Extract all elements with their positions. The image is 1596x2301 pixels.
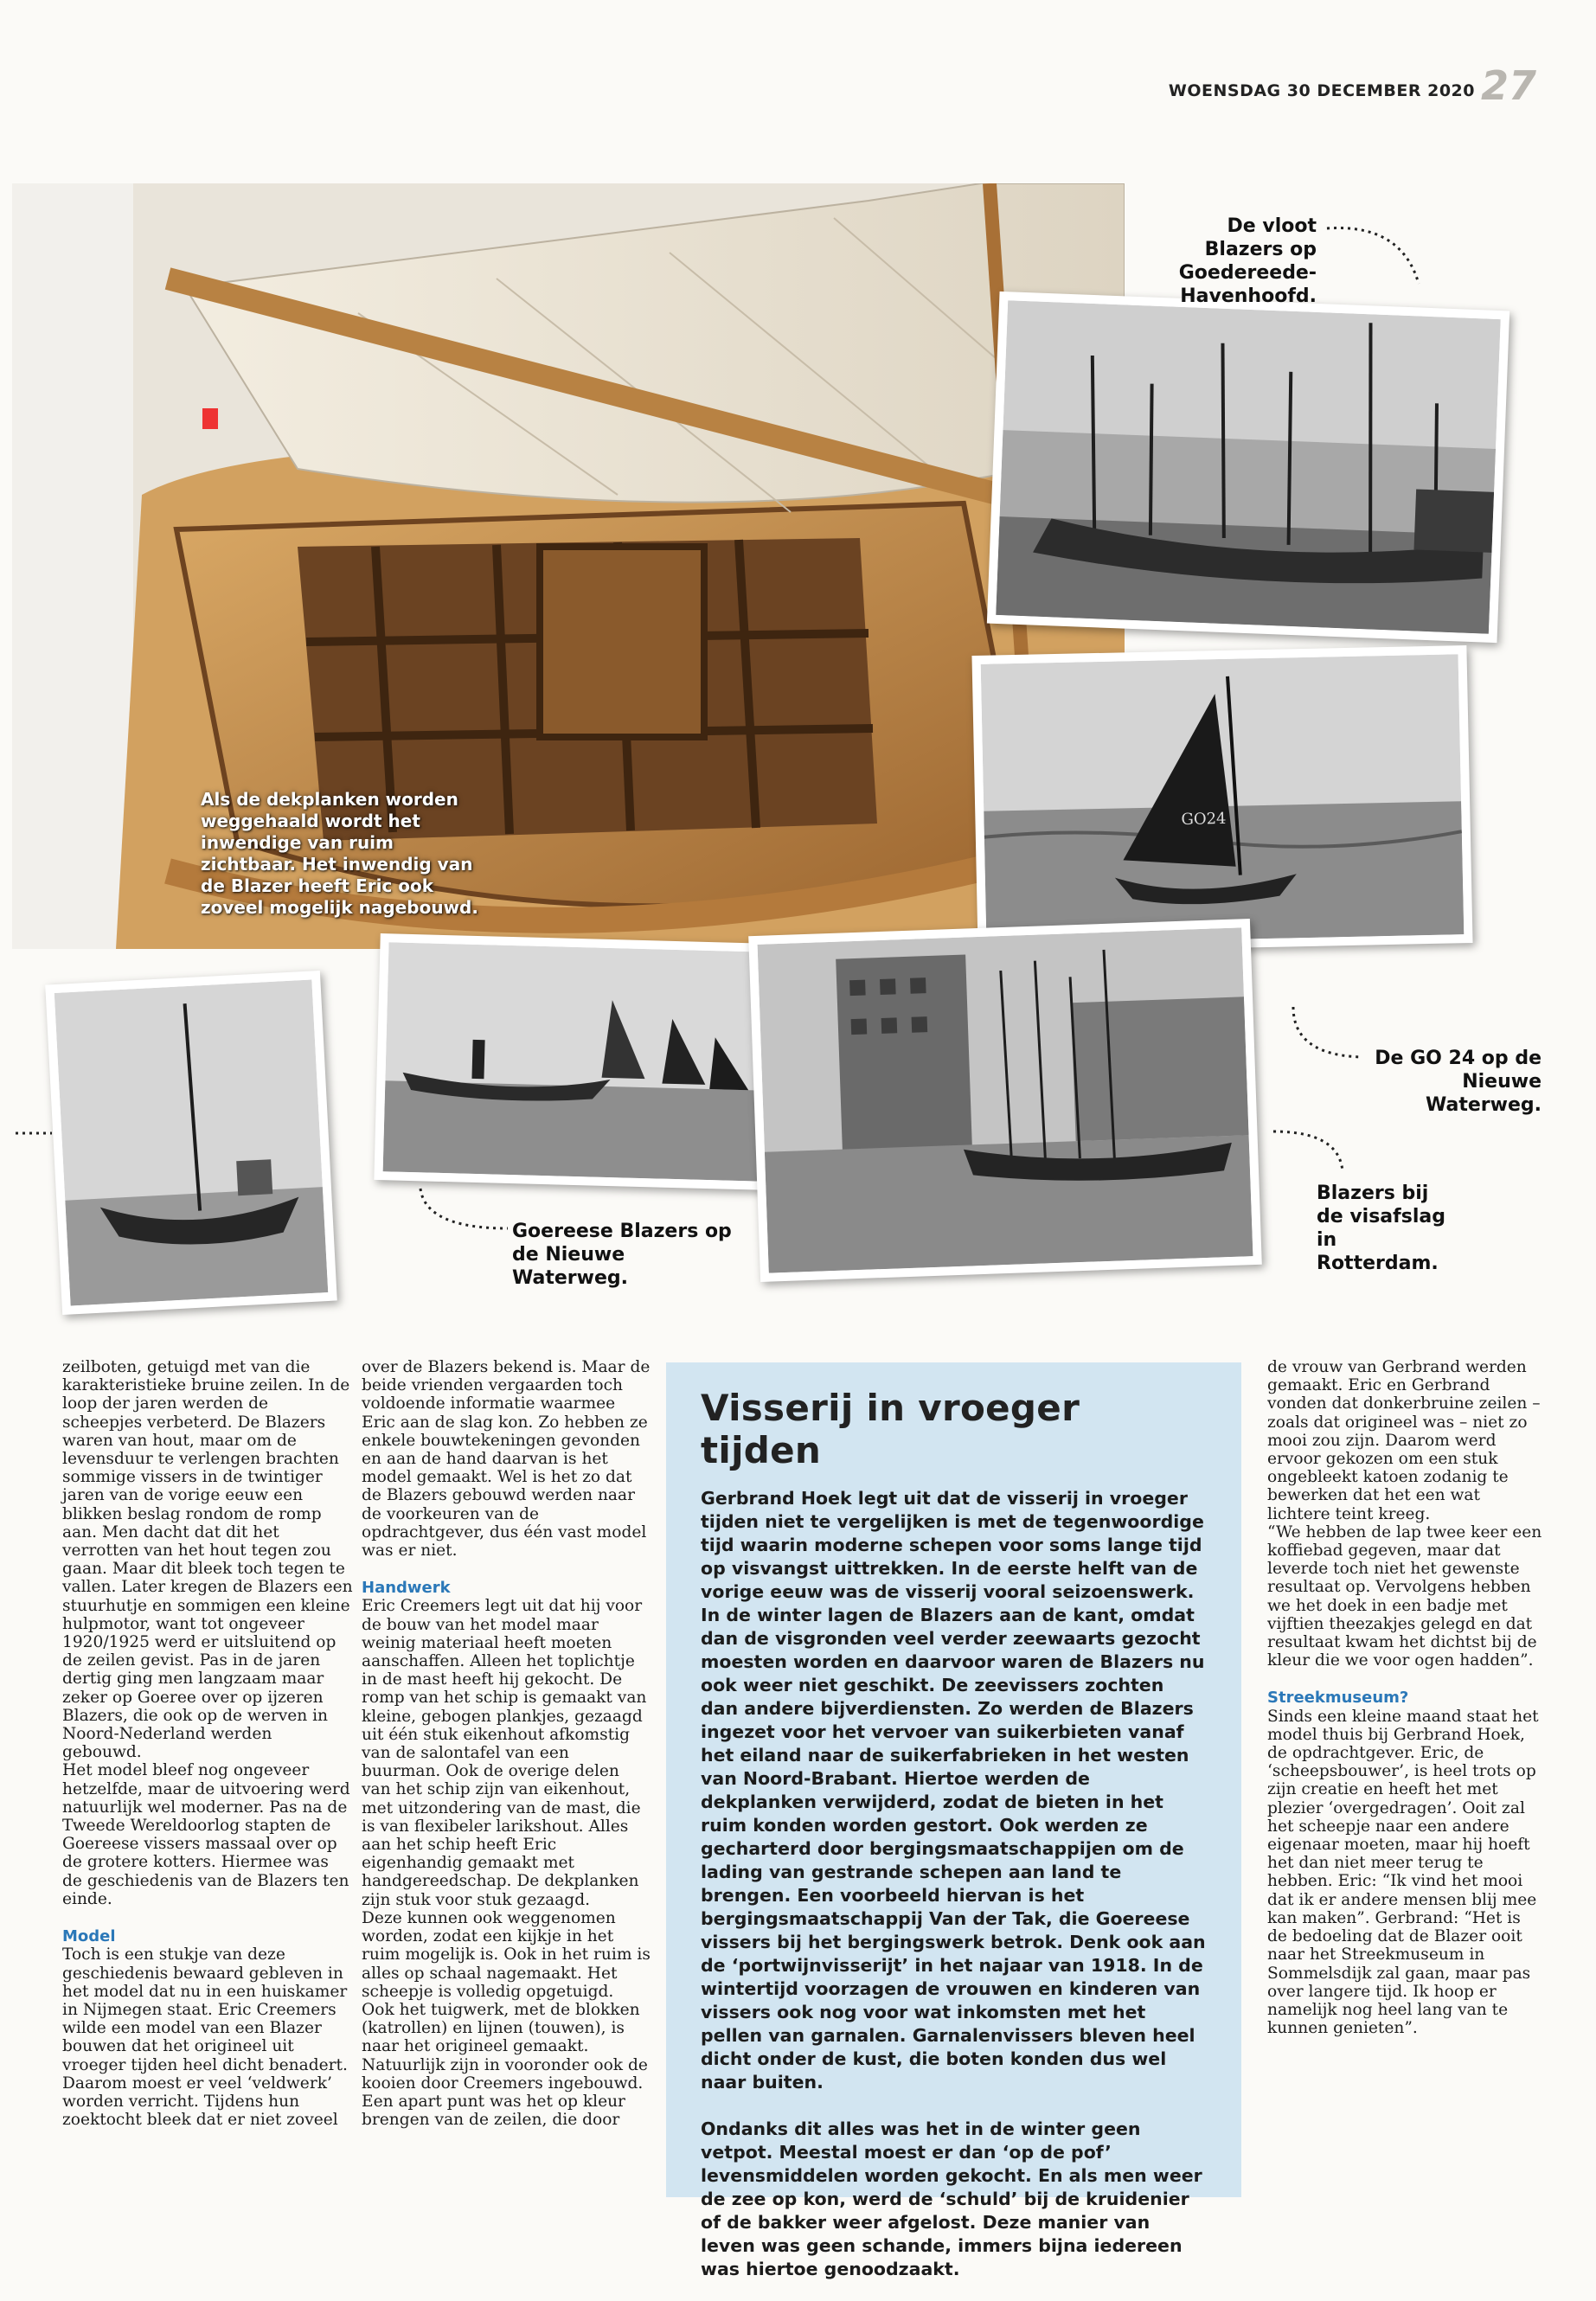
- paragraph: Eric Creemers legt uit dat hij voor de bouw van het model maar weinig materiaal heeft moeten aanschaffen. Alleen het toplichtje in de mast heeft hij gekocht. De romp van het schip is gemaakt van kleine, gebogen plankjes, gezaagd uit één stuk eikenhout afkomstig van de salontafel van een buurman. Ook de overige delen van het schip zijn van eikenhout, met uitzondering van de mast, die is van flexibeler larikshout. Alles aan het schip heeft Eric eigenhandig gemaakt met handgereedschap. De dekplanken zijn stuk voor stuk gezaagd.: [362, 1597, 647, 1909]
- paragraph: Deze kunnen ook weggenomen worden, zodat een kijkje in het ruim mogelijk is. Ook in het ruim is alles op schaal nagemaakt. Het scheepje is volledig opgetuigd.: [362, 1908, 651, 2001]
- rotterdam-image: [758, 927, 1253, 1272]
- paragraph: Ook het tuigwerk, met de blokken (katrollen) en lijnen (touwen), is naar het origineel gemaakt. Natuurlijk zijn in vooronder ook de kooien door Creemers ingebouwd. Een apart punt was het op kleur brengen van de zeilen, die door: [362, 2000, 648, 2130]
- caption-goereese: Goereese Blazers op de Nieuwe Waterweg.: [512, 1221, 732, 1289]
- fleet-image: [996, 300, 1501, 634]
- shore-image: [54, 979, 329, 1305]
- article-column-1: [62, 1358, 353, 2129]
- article-column-2: [362, 1358, 652, 2129]
- header-date: WOENSDAG 30 DECEMBER 2020: [1168, 81, 1475, 100]
- go24-image: [981, 654, 1465, 944]
- sidebar-paragraph: Gerbrand Hoek legt uit dat de visserij in vroeger tijden niet te vergelijken is met de tegenwoordige tijd waarin moderne schepen voor soms lange tijd op visvangst uittrekken. In de eerste helft van de vorige eeuw was de visserij vooral seizoenswerk. In de winter lagen de Blazers aan de kant, omdat dan de visgronden veel verder zeewaarts gezocht moesten worden en daarvoor waren de Blazers nu ook weer niet geschikt. De zeevissers zochten dan andere bijverdiensten. Zo werden de Blazers ingezet voor het vervoer van suikerbieten vanaf het eiland naar de suikerfabrieken in het westen van Noord-Brabant. Hiertoe werden de dekplanken verwijderd, zodat de bieten in het ruim konden worden gestort. Ook werden ze gecharterd door bergingsmaatschappijen om de lading van gestrande schepen aan land te brengen. Een voorbeeld hiervan is het bergingsmaatschappij Van der Tak, die Goereese vissers bij het bergingswerk betrok. Denk ook aan de ‘portwijnvisserijt’ in het najaar van 1918. In de wintertijd voorzagen de vrouwen en kinderen van vissers ook nog voor wat inkomsten met het pellen van garnalen. Garnalenvissers bleven heel dicht onder de kust, die boten konden dus wel naar buiten.: [701, 1488, 1206, 2093]
- goereese-image: [383, 942, 770, 1181]
- photo-rotterdam-visafslag: [748, 919, 1262, 1282]
- caption-leader-rotterdam: [1270, 1128, 1348, 1180]
- paragraph: de vrouw van Gerbrand werden gemaakt. Eric en Gerbrand vonden dat donkerbruine zeilen – zoals dat origineel was – niet zo mooi zou zijn. Daarom werd ervoor gekozen om een stuk ongebleekt katoen zodanig te bewerken dat het een wat lichtere teint kreeg.: [1267, 1358, 1541, 1523]
- model-ship-illustration: [12, 183, 1125, 949]
- subheading-handwerk: Handwerk: [362, 1579, 451, 1598]
- caption-leader-left: [14, 1129, 54, 1138]
- caption-go24: De GO 24 op de Nieuwe Waterweg.: [1375, 1048, 1542, 1116]
- sidebar-title: Visserij in vroeger tijden: [701, 1387, 1080, 1471]
- caption-fleet: De vloot Blazers op Goedereede-Havenhoofd.: [1178, 215, 1317, 307]
- article-column-4: [1267, 1358, 1542, 2037]
- paragraph: “We hebben de lap twee keer een koffiebad gegeven, maar dat leverde toch niet het gewenste resultaat op. Vervolgens hebben we het doek in een badje met vijftien theezakjes gelegd en dat resultaat kwam het dichtst bij de kleur die we voor ogen hadden”.: [1267, 1522, 1542, 1670]
- subheading-model: Model: [62, 1927, 116, 1946]
- photo-blazer-on-shore: [45, 971, 337, 1315]
- paragraph: Het model bleef nog ongeveer hetzelfde, maar de uitvoering werd natuurlijk wel moderner. Pas na de Tweede Wereldoorlog stapten de Goereese vissers massaal over op de grotere kotters. Hiermee was de geschiedenis van de Blazers ten einde.: [62, 1761, 350, 1908]
- photo-goereese-blazers: [374, 933, 778, 1190]
- sail-number-label: GO24: [1181, 809, 1227, 829]
- sidebar-box: [666, 1362, 1241, 2279]
- page-number: 27: [1481, 62, 1537, 109]
- photo-fleet-goedereede: [987, 292, 1509, 643]
- caption-rotterdam: Blazers bij de visafslag in Rotterdam.: [1317, 1183, 1445, 1274]
- caption-leader-goereese: [417, 1185, 512, 1237]
- paragraph: zeilboten, getuigd met van die karakteristieke bruine zeilen. In de loop der jaren werden de scheepjes verbeterd. De Blazers waren van hout, maar om de levensduur te verlengen brachten sommige vissers in de twintiger jaren van de vorige eeuw een blikken beslag rondom de romp aan. Men dacht dat dit het verrotten van het hout tegen zou gaan. Maar dit bleek toch tegen te vallen. Later kregen de Blazers een stuurhutje en sommigen een kleine hulpmotor, want tot ongeveer 1920/1925 werd er uitsluitend op de zeilen gevist. Pas in de jaren dertig ging men langzaam maar zeker op Goeree over op ijzeren Blazers, die ook op de werven in Noord-Nederland werden gebouwd.: [62, 1358, 353, 1762]
- caption-leader-fleet: [1324, 223, 1427, 292]
- photo-go24: [971, 645, 1472, 953]
- paragraph: Toch is een stukje van deze geschiedenis bewaard gebleven in het model dat nu in een huiskamer in Nijmegen staat. Eric Creemers wilde een model van een Blazer bouwen dat het origineel uit vroeger tijden heel dicht benadert. Daarom moest er veel ‘veldwerk’ worden verricht. Tijdens hun zoektocht bleek dat er niet zoveel: [62, 1945, 348, 2130]
- caption-leader-go24: [1285, 1003, 1371, 1064]
- subheading-streekmuseum: Streekmuseum?: [1267, 1689, 1409, 1708]
- paragraph: over de Blazers bekend is. Maar de beide vrienden vergaarden toch voldoende informatie waarmee Eric aan de slag kon. Zo hebben ze enkele bouwtekeningen gevonden en aan de hand daarvan is het model gemaakt. Wel is het zo dat de Blazers gebouwd werden naar de voorkeuren van de opdrachtgever, dus één vast model was er niet.: [362, 1358, 651, 1561]
- sidebar-paragraph: Ondanks dit alles was het in de winter geen vetpot. Meestal moest er dan ‘op de pof’ levensmiddelen worden gekocht. En als men weer de zee op kon, werd de ‘schuld’ bij de kruidenier of de bakker weer afgelost. Deze manier van leven was geen schande, immers bijna iedereen was hiertoe genoodzaakt.: [701, 2118, 1202, 2279]
- paragraph: Sinds een kleine maand staat het model thuis bij Gerbrand Hoek, de opdrachtgever. Eric, de ‘scheepsbouwer’, is heel trots op zijn creatie en heeft het met plezier ‘overgedragen’. Ooit zal het scheepje naar een andere eigenaar moeten, maar hij hoeft het dan niet meer terug te hebben. Eric: “Ik vind het mooi dat ik er andere mensen blij mee kan maken”. Gerbrand: “Het is de bedoeling dat de Blazer ooit naar het Streekmuseum in Sommelsdijk zal gaan, maar pas over langere tijd. Ik hoop er namelijk nog heel lang van te kunnen genieten”.: [1267, 1707, 1539, 2038]
- model-photo: [12, 183, 1125, 949]
- caption-model-interior: Als de dekplanken worden weggehaald wordt het inwendige van ruim zichtbaar. Het inwendig van de Blazer heeft Eric ook zoveel mogelijk nagebouwd.: [201, 789, 478, 918]
